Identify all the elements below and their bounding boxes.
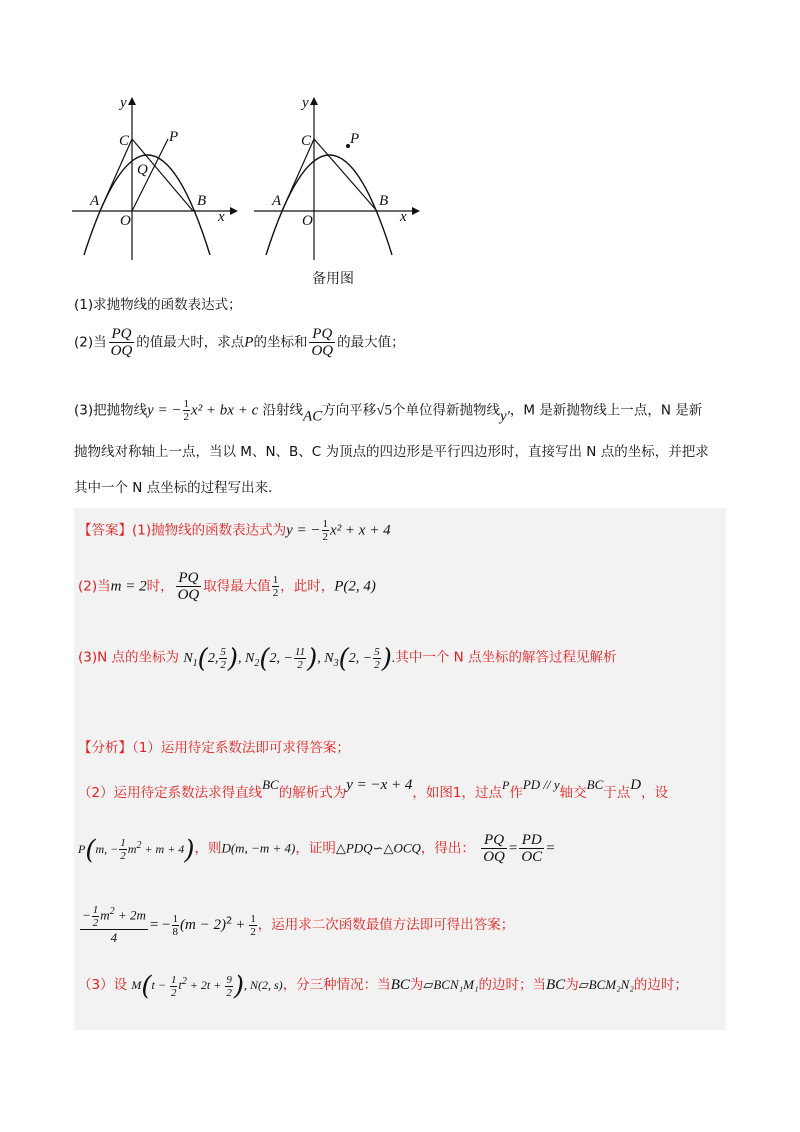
label-Q: Q xyxy=(137,162,148,178)
n-coordinates: $N_1(2$, $\frac{5}{2}$ ), $N_2(2$, − $\frac{11}{2}$ ), $N_3(2$, − $\frac{5}{2}$ ). xyxy=(183,643,396,674)
label-y: y xyxy=(120,95,127,111)
analysis-2: （2）运用待定系数法求得直线BC的解析式为y = −x + 4，如图1，过点P作PD // y轴交BC于点D，设 xyxy=(78,777,669,801)
analysis-5: （3）设 M(t − $\frac{1}{2}$ $t^2 + 2t$ + $\frac{9}{2}$ ), N(2, s)，分三种情况：当BC为▱BCN₁M₁的边时；当BC为▱BCM₂N₂的边时； xyxy=(78,971,688,1002)
figure-2-svg xyxy=(252,95,422,265)
answer-3: (3)N 点的坐标为 $N_1(2$, $\frac{5}{2}$ ), $N_2(2$, − $\frac{11}{2}$ ), $N_3(2$, − $\frac{5}{2}$ ).其中一个 N 点坐标的解答过程见解析 xyxy=(78,643,617,674)
label-A: A xyxy=(90,193,100,209)
question-3-line-3: 其中一个 N 点坐标的过程写出来． xyxy=(74,480,282,496)
question-1: (1)求抛物线的函数表达式； xyxy=(74,297,242,313)
analysis-1: 【分析】（1）运用待定系数法即可求得答案； xyxy=(78,740,350,756)
label-P: P xyxy=(169,129,179,145)
figure-1 xyxy=(70,95,240,265)
label-y: y xyxy=(302,95,309,111)
figure-1-svg xyxy=(70,95,240,265)
figure-caption: 备用图 xyxy=(312,271,354,287)
question-3-line-2: 抛物线对称轴上一点，当以 M、N、B、C 为顶点的四边形是平行四边形时，直接写出 N 点的坐标，并把求 xyxy=(74,444,709,460)
question-3-line-1: (3)把抛物线y = − $\frac{1}{2}$ x² + bx + c 沿射线AC方向平移√5个单位得新抛物线y′，M 是新抛物线上一点，N 是新 xyxy=(74,398,703,425)
label-B: B xyxy=(379,193,389,209)
fraction-pq-oq: $\frac{PQ}{OQ}$ xyxy=(311,326,334,359)
label-C: C xyxy=(119,133,130,149)
label-x: x xyxy=(400,209,407,225)
fraction-half: $\frac{1}{2}$ xyxy=(183,398,190,423)
analysis-4: − $\frac{1}{2}$ $m^2 + 2m$ 4 = − $\frac{1}{8}$ $(m - 2)^2$ + $\frac{1}{2}$ ，运用求二次函数最值方法即可得出答案； xyxy=(82,904,515,945)
answer-1: 【答案】(1)抛物线的函数表达式为y = − $\frac{1}{2}$ x² + x + 4 xyxy=(78,518,391,543)
question-2: (2)当 $\frac{PQ}{OQ}$ 的值最大时，求点P的坐标和 $\frac{PQ}{OQ}$ 的最大值； xyxy=(74,326,405,359)
answer-label: 【答案】 xyxy=(78,522,132,539)
label-A: A xyxy=(272,193,282,209)
label-O: O xyxy=(120,213,131,229)
label-O: O xyxy=(302,213,313,229)
label-x: x xyxy=(218,209,225,225)
label-B: B xyxy=(197,193,207,209)
analysis-label: 【分析】 xyxy=(78,740,132,756)
figure-2 xyxy=(252,95,422,265)
fraction-pq-oq: $\frac{PQ}{OQ}$ xyxy=(110,326,133,359)
answer-2: (2)当m = 2时， $\frac{PQ}{OQ}$ 取得最大值 $\frac{1}{2}$ ，此时，P(2, 4) xyxy=(78,570,376,603)
label-P: P xyxy=(350,131,360,147)
label-C: C xyxy=(301,133,312,149)
analysis-3: P(m, − $\frac{1}{2}$ $m^2 + m + 4$)，则D(m, −m + 4)，证明△PDQ∽△OCQ，得出： $\frac{PQ}{OQ}$ = $\frac{PD}{OC}$ = xyxy=(78,832,555,865)
